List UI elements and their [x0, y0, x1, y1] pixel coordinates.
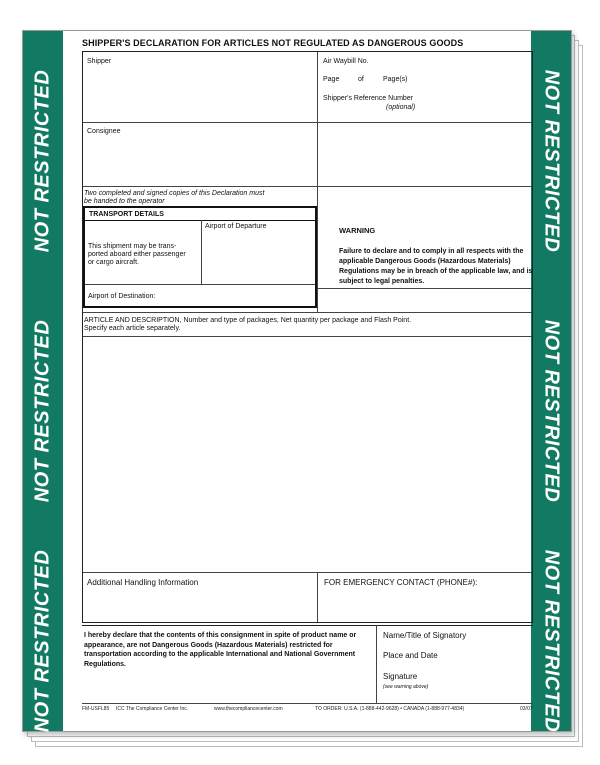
transport-details-label: TRANSPORT DETAILS: [89, 211, 164, 218]
article-description-label: Specify each article separately.: [84, 325, 181, 332]
divider: [85, 220, 315, 221]
airport-destination-label: Airport of Destination:: [88, 293, 156, 300]
consignee-field-label: Consignee: [87, 128, 121, 135]
handling-info-label: Additional Handling Information: [87, 578, 199, 587]
not-restricted-label: NOT RESTRICTED: [540, 319, 563, 503]
warning-title: WARNING: [339, 226, 376, 235]
airport-departure-label: Airport of Departure: [205, 223, 267, 230]
transport-details-box: [83, 206, 317, 308]
form-code: FM-USFL85: [82, 706, 110, 712]
divider: [317, 572, 318, 622]
aircraft-note: This shipment may be trans-: [88, 243, 177, 250]
warning-text: Failure to declare and to comply in all respects with the applicable Dangerous Goods (Hazardous Materials) Regulations may be in breach of the applicable law, and is subject to legal penalties.: [339, 248, 533, 285]
divider: [201, 220, 202, 284]
signature-label: Signature: [383, 672, 418, 681]
divider: [83, 572, 532, 573]
place-date-label: Place and Date: [383, 651, 438, 660]
form-frame: [82, 51, 533, 623]
divider: [317, 52, 318, 312]
divider: [83, 122, 532, 123]
aircraft-note: or cargo aircraft.: [88, 259, 139, 266]
not-restricted-label: NOT RESTRICTED: [31, 549, 54, 733]
pages-label: Page(s): [383, 76, 408, 83]
form-title: SHIPPER'S DECLARATION FOR ARTICLES NOT REGULATED AS DANGEROUS GOODS: [82, 38, 464, 48]
copies-note: Two completed and signed copies of this Declaration must: [84, 190, 265, 197]
page-label: Page: [323, 76, 340, 83]
copies-note: be handed to the operator: [84, 198, 165, 205]
air-waybill-label: Air Waybill No.: [323, 58, 369, 65]
declaration-form-sheet: [22, 30, 572, 732]
emergency-contact-label: FOR EMERGENCY CONTACT (PHONE#):: [324, 578, 478, 587]
divider: [83, 186, 532, 187]
declaration-statement: I hereby declare that the contents of this consignment in spite of product name or appearance, are not Dangerous Goods (Hazardous Materials) restricted for transportation according to the applicable International and National Government Regulations.: [84, 632, 357, 668]
divider: [85, 284, 315, 285]
signature-note: (see warning above): [383, 684, 429, 690]
signatory-label: Name/Title of Signatory: [383, 631, 467, 640]
divider: [317, 288, 532, 289]
company-name: ICC The Compliance Center Inc.: [116, 706, 189, 712]
divider: [82, 703, 533, 704]
order-info: TO ORDER: U.S.A. (1-888-442-9628) • CANADA (1-888-977-4834): [315, 706, 465, 712]
divider: [83, 336, 532, 337]
shipper-field-label: Shipper: [87, 58, 112, 65]
website-link: www.thecompliancecenter.com: [214, 706, 283, 712]
form-body: [78, 31, 533, 731]
article-description-label: ARTICLE AND DESCRIPTION, Number and type of packages, Net quantity per package and Flash Point.: [84, 317, 412, 324]
optional-label: (optional): [386, 104, 416, 111]
shipper-reference-label: Shipper's Reference Number: [323, 95, 414, 102]
divider: [376, 625, 377, 703]
left-green-stripe: [23, 31, 63, 731]
divider: [83, 312, 532, 313]
not-restricted-label: NOT RESTRICTED: [31, 319, 54, 503]
not-restricted-label: NOT RESTRICTED: [540, 549, 563, 733]
right-green-stripe: [531, 31, 571, 731]
aircraft-note: ported aboard either passenger: [88, 251, 186, 258]
not-restricted-label: NOT RESTRICTED: [540, 69, 563, 253]
not-restricted-label: NOT RESTRICTED: [31, 69, 54, 253]
divider: [82, 625, 533, 626]
of-label: of: [358, 76, 364, 83]
date-code: 03/07: [520, 706, 533, 712]
